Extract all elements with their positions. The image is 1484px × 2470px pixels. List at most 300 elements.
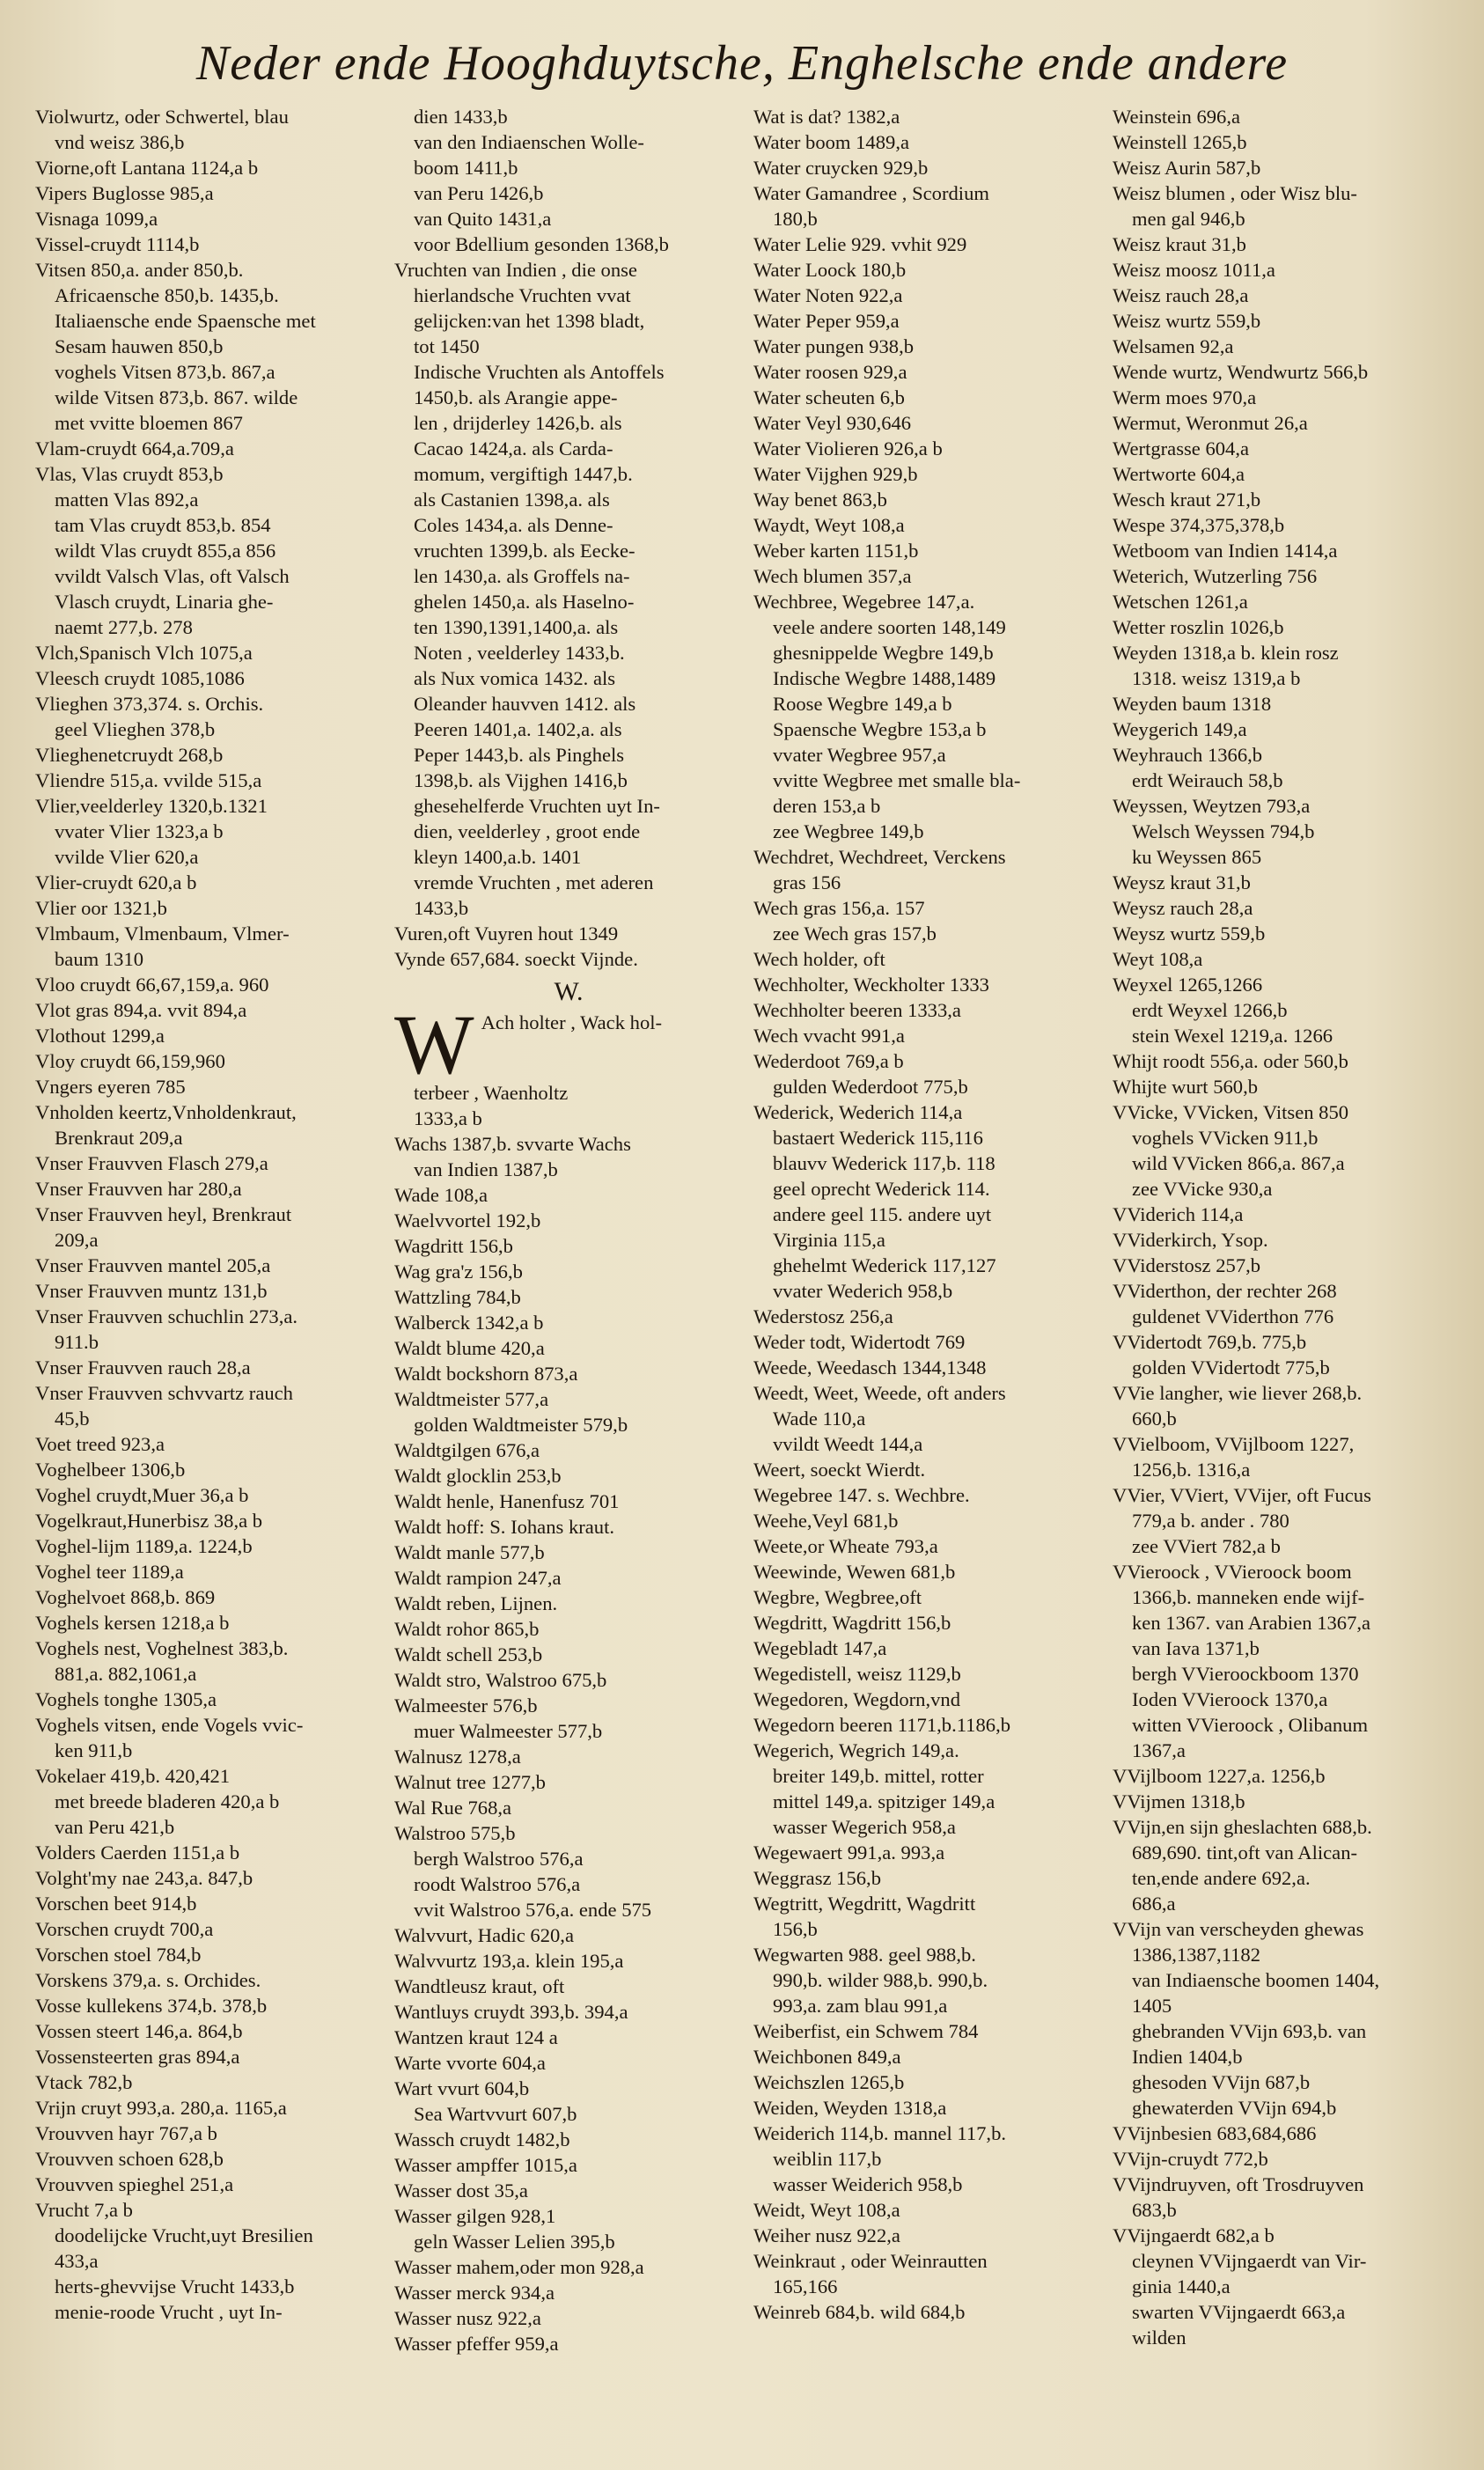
index-entry: van Peru 1426,b	[414, 182, 544, 204]
index-entry: Weder todt, Widertodt 769	[753, 1331, 966, 1353]
index-entry: Vipers Buglosse 985,a	[35, 182, 214, 204]
index-entry: Wetschen 1261,a	[1113, 591, 1248, 613]
index-entry: Wederick, Wederich 114,a	[753, 1101, 963, 1123]
index-entry: Vrouvven hayr 767,a b	[35, 2122, 217, 2144]
index-entry: Weidt, Weyt 108,a	[753, 2199, 900, 2221]
index-entry: van Peru 421,b	[55, 1816, 175, 1838]
index-entry: 911.b	[55, 1331, 99, 1353]
index-entry: ten,ende andere 692,a.	[1132, 1867, 1311, 1889]
index-entry: Wespe 374,375,378,b	[1113, 514, 1285, 536]
index-entry: Wag gra'z 156,b	[394, 1261, 523, 1283]
index-entry: Weinstein 696,a	[1113, 106, 1241, 128]
index-entry: Welsamen 92,a	[1113, 335, 1234, 357]
index-entry: 1433,b	[414, 897, 469, 919]
index-entry: Wasser dost 35,a	[394, 2180, 528, 2202]
index-entry: VVijn van verscheyden ghewas	[1113, 1918, 1364, 1940]
index-entry: Wech blumen 357,a	[753, 565, 912, 587]
index-entry: Wegedorn beeren 1171,b.1186,b	[753, 1714, 1011, 1736]
index-entry: ken 911,b	[55, 1739, 133, 1761]
index-entry: als Nux vomica 1432. als	[414, 667, 616, 689]
index-entry: Waldt henle, Hanenfusz 701	[394, 1490, 620, 1512]
index-entry: Vnser Frauvven mantel 205,a	[35, 1254, 271, 1276]
index-entry: Wermut, Weronmut 26,a	[1113, 412, 1308, 434]
index-entry: VVijn-cruydt 772,b	[1113, 2148, 1268, 2170]
index-entry: Vtack 782,b	[35, 2071, 133, 2093]
index-entry: VVielboom, VVijlboom 1227,	[1113, 1433, 1355, 1455]
index-column-1	[35, 104, 384, 2454]
index-entry: Wech gras 156,a. 157	[753, 897, 925, 919]
index-entry: 990,b. wilder 988,b. 990,b.	[773, 1969, 988, 1991]
index-entry: Indien 1404,b	[1132, 2046, 1243, 2068]
index-entry: 1386,1387,1182	[1132, 1944, 1261, 1966]
index-entry: 779,a b. ander . 780	[1132, 1510, 1289, 1532]
index-entry: VVidertodt 769,b. 775,b	[1113, 1331, 1307, 1353]
index-entry: Vnser Frauvven schuchlin 273,a.	[35, 1305, 298, 1327]
index-entry: Water Vijghen 929,b	[753, 463, 918, 485]
index-entry: Vrouvven spieghel 251,a	[35, 2173, 234, 2195]
index-entry: voghels VVicken 911,b	[1132, 1127, 1319, 1149]
index-entry: Weinstell 1265,b	[1113, 131, 1247, 153]
index-entry: bastaert Wederick 115,116	[773, 1127, 983, 1149]
index-entry: doodelijcke Vrucht,uyt Bresilien	[55, 2224, 313, 2246]
index-entry: Waldt rampion 247,a	[394, 1567, 562, 1589]
index-entry: VVijndruyven, oft Trosdruyven	[1113, 2173, 1364, 2195]
index-entry: wasser Wegerich 958,a	[773, 1816, 956, 1838]
index-entry: Voet treed 923,a	[35, 1433, 165, 1455]
index-entry: len 1430,a. als Groffels na-	[414, 565, 630, 587]
index-entry: als Castanien 1398,a. als	[414, 489, 610, 511]
index-entry: Weiberfist, ein Schwem 784	[753, 2020, 979, 2042]
index-entry: geel oprecht Wederick 114.	[773, 1178, 990, 1200]
index-entry: Ioden VVieroock 1370,a	[1132, 1688, 1328, 1710]
index-entry: len , drijderley 1426,b. als	[414, 412, 622, 434]
index-entry: Indische Vruchten als Antoffels	[414, 361, 665, 383]
index-entry: Welsch Weyssen 794,b	[1132, 820, 1315, 842]
index-entry: Wederdoot 769,a b	[753, 1050, 904, 1072]
index-entry: deren 153,a b	[773, 795, 881, 817]
index-entry: Vorschen beet 914,b	[35, 1893, 197, 1915]
index-entry: blauvv Wederick 117,b. 118	[773, 1152, 995, 1174]
index-entry: Wesch kraut 271,b	[1113, 489, 1261, 511]
index-entry: mittel 149,a. spitziger 149,a	[773, 1790, 995, 1812]
index-entry: Weisz kraut 31,b	[1113, 233, 1246, 255]
index-entry: Way benet 863,b	[753, 489, 887, 511]
index-entry: Waldt hoff: S. Iohans kraut.	[394, 1516, 615, 1538]
index-entry: Sea Wartvvurt 607,b	[414, 2103, 577, 2125]
index-entry: ghehelmt Wederick 117,127	[773, 1254, 996, 1276]
index-entry: Water boom 1489,a	[753, 131, 909, 153]
index-entry: Weyhrauch 1366,b	[1113, 744, 1263, 766]
index-entry: Vlam-cruydt 664,a.709,a	[35, 437, 234, 459]
index-entry: geln Wasser Lelien 395,b	[414, 2231, 615, 2253]
index-entry: wild VVicken 866,a. 867,a	[1132, 1152, 1345, 1174]
index-entry: Wassch cruydt 1482,b	[394, 2128, 570, 2150]
index-entry: Vuren,oft Vuyren hout 1349	[394, 923, 619, 945]
index-entry: 209,a	[55, 1229, 99, 1251]
index-entry: VViderkirch, Ysop.	[1113, 1229, 1268, 1251]
index-entry: Vlothout 1299,a	[35, 1025, 165, 1047]
index-entry: ghesehelferde Vruchten uyt In-	[414, 795, 660, 817]
index-entry: roodt Walstroo 576,a	[414, 1873, 581, 1895]
index-entry: ginia 1440,a	[1132, 2275, 1231, 2297]
index-entry: Vleesch cruydt 1085,1086	[35, 667, 245, 689]
index-entry: Weisz Aurin 587,b	[1113, 157, 1261, 179]
index-entry: Wechholter, Weckholter 1333	[753, 974, 989, 996]
index-entry: tot 1450	[414, 335, 480, 357]
index-entry: hierlandsche Vruchten vvat	[414, 284, 631, 306]
index-entry: Weterich, Wutzerling 756	[1113, 565, 1318, 587]
index-entry: Vliendre 515,a. vvilde 515,a	[35, 769, 262, 791]
index-entry: Waelvvortel 192,b	[394, 1209, 541, 1231]
index-entry: Voghels tonghe 1305,a	[35, 1688, 217, 1710]
index-entry: witten VVieroock , Olibanum	[1132, 1714, 1369, 1736]
index-entry: Weber karten 1151,b	[753, 540, 919, 562]
index-entry: Walnusz 1278,a	[394, 1746, 521, 1768]
index-entry: Violwurtz, oder Schwertel, blau	[35, 106, 289, 128]
index-entry: muer Walmeester 577,b	[414, 1720, 603, 1742]
index-entry: weiblin 117,b	[773, 2148, 882, 2170]
index-entry: Weiher nusz 922,a	[753, 2224, 900, 2246]
index-entry: Wasser nusz 922,a	[394, 2307, 541, 2329]
index-entry: Vnser Frauvven har 280,a	[35, 1178, 242, 1200]
index-entry: Vorskens 379,a. s. Orchides.	[35, 1969, 261, 1991]
index-entry: Wertworte 604,a	[1113, 463, 1245, 485]
index-entry: VVijmen 1318,b	[1113, 1790, 1245, 1812]
index-entry: 689,690. tint,oft van Alican-	[1132, 1841, 1358, 1864]
index-entry: erdt Weirauch 58,b	[1132, 769, 1283, 791]
index-entry: met breede bladeren 420,a b	[55, 1790, 280, 1812]
index-entry: Weisz blumen , oder Wisz blu-	[1113, 182, 1357, 204]
index-entry: Coles 1434,a. als Denne-	[414, 514, 613, 536]
index-entry: vvildt Valsch Vlas, oft Valsch	[55, 565, 290, 587]
index-entry: ghesnippelde Wegbre 149,b	[773, 642, 994, 664]
index-entry: Indische Wegbre 1488,1489	[773, 667, 996, 689]
index-entry: Vloo cruydt 66,67,159,a. 960	[35, 974, 269, 996]
index-entry: Viorne,oft Lantana 1124,a b	[35, 157, 259, 179]
index-entry: Voghelbeer 1306,b	[35, 1459, 186, 1481]
index-entry: Wade 108,a	[394, 1184, 489, 1206]
index-entry: Vokelaer 419,b. 420,421	[35, 1765, 231, 1787]
index-entry: dien 1433,b	[414, 106, 508, 128]
index-entry: stein Wexel 1219,a. 1266	[1132, 1025, 1333, 1047]
index-entry: Voghels nest, Voghelnest 383,b.	[35, 1637, 289, 1659]
index-entry: Walberck 1342,a b	[394, 1312, 544, 1334]
index-entry: Walmeester 576,b	[394, 1694, 538, 1717]
index-entry: Weyxel 1265,1266	[1113, 974, 1263, 996]
index-entry: Wetboom van Indien 1414,a	[1113, 540, 1338, 562]
index-entry: men gal 946,b	[1132, 208, 1245, 230]
index-entry: 1367,a	[1132, 1739, 1186, 1761]
index-entry: 165,166	[773, 2275, 838, 2297]
index-entry: Cacao 1424,a. als Carda-	[414, 437, 613, 459]
index-entry: Waldt glocklin 253,b	[394, 1465, 562, 1487]
index-entry: Wegewaert 991,a. 993,a	[753, 1841, 945, 1864]
index-entry: met vvitte bloemen 867	[55, 412, 243, 434]
index-entry: wildt Vlas cruydt 855,a 856	[55, 540, 276, 562]
index-entry: Weggrasz 156,b	[753, 1867, 881, 1889]
index-entry: Walvvurtz 193,a. klein 195,a	[394, 1950, 624, 1972]
index-entry: Roose Wegbre 149,a b	[773, 693, 952, 715]
index-entry: Waldt manle 577,b	[394, 1541, 545, 1563]
index-entry: Walvvurt, Hadic 620,a	[394, 1924, 574, 1946]
index-entry: Weede, Weedasch 1344,1348	[753, 1356, 987, 1378]
index-entry: ghelen 1450,a. als Haselno-	[414, 591, 635, 613]
index-entry: Wertgrasse 604,a	[1113, 437, 1250, 459]
index-entry: Wasser pfeffer 959,a	[394, 2333, 559, 2355]
index-entry: geel Vlieghen 378,b	[55, 718, 216, 740]
index-column-4	[1113, 104, 1461, 2454]
index-entry: Walnut tree 1277,b	[394, 1771, 546, 1793]
index-entry: VVicke, VVicken, Vitsen 850	[1113, 1101, 1349, 1123]
index-entry: Wederstosz 256,a	[753, 1305, 893, 1327]
index-column-3	[753, 104, 1102, 2454]
index-entry: Weisz rauch 28,a	[1113, 284, 1249, 306]
index-entry: Africaensche 850,b. 1435,b.	[55, 284, 279, 306]
index-entry: gelijcken:van het 1398 bladt,	[414, 310, 645, 332]
index-entry: Wegerich, Wegrich 149,a.	[753, 1739, 959, 1761]
index-entry: van Indien 1387,b	[414, 1158, 558, 1180]
index-entry: Weysz kraut 31,b	[1113, 871, 1251, 893]
index-entry: wasser Weiderich 958,b	[773, 2173, 963, 2195]
index-entry: Volders Caerden 1151,a b	[35, 1841, 240, 1864]
index-entry: 993,a. zam blau 991,a	[773, 1995, 948, 2017]
index-entry: breiter 149,b. mittel, rotter	[773, 1765, 984, 1787]
index-entry: Wagdritt 156,b	[394, 1235, 513, 1257]
index-entry: Wegebree 147. s. Wechbre.	[753, 1484, 970, 1506]
index-entry: Weyden baum 1318	[1113, 693, 1272, 715]
index-entry: wilden	[1132, 2327, 1186, 2349]
index-entry: dien, veelderley , groot ende	[414, 820, 641, 842]
index-entry: Water Peper 959,a	[753, 310, 900, 332]
index-entry: swarten VVijngaerdt 663,a	[1132, 2301, 1346, 2323]
index-entry: Whijt roodt 556,a. oder 560,b	[1113, 1050, 1348, 1072]
index-entry: Noten , veelderley 1433,b.	[414, 642, 625, 664]
index-entry: Vrouvven schoen 628,b	[35, 2148, 224, 2170]
index-entry: 1398,b. als Vijghen 1416,b	[414, 769, 628, 791]
index-entry: Waldtmeister 577,a	[394, 1388, 549, 1410]
index-entry: Vlot gras 894,a. vvit 894,a	[35, 999, 247, 1021]
index-entry: andere geel 115. andere uyt	[773, 1203, 992, 1225]
index-entry: 683,b	[1132, 2199, 1177, 2221]
index-entry: terbeer , Waenholtz	[414, 1082, 569, 1104]
index-entry: Vrijn cruyt 993,a. 280,a. 1165,a	[35, 2097, 287, 2119]
index-entry: zee VViert 782,a b	[1132, 1535, 1281, 1557]
index-entry: 1405	[1132, 1995, 1172, 2017]
index-entry: Vlier-cruydt 620,a b	[35, 871, 197, 893]
index-entry: vvilde Vlier 620,a	[55, 846, 199, 868]
index-entry: Wasser mahem,oder mon 928,a	[394, 2256, 644, 2278]
index-entry: Weert, soeckt Wierdt.	[753, 1459, 926, 1481]
index-entry: Water Veyl 930,646	[753, 412, 912, 434]
index-entry: Water roosen 929,a	[753, 361, 907, 383]
index-entry: Wende wurtz, Wendwurtz 566,b	[1113, 361, 1369, 383]
index-entry: Vnser Frauvven schvvartz rauch	[35, 1382, 293, 1404]
index-entry: Vlch,Spanisch Vlch 1075,a	[35, 642, 253, 664]
index-entry: Vissel-cruydt 1114,b	[35, 233, 200, 255]
index-entry: Vlieghenetcruydt 268,b	[35, 744, 224, 766]
index-entry: Wegebladt 147,a	[753, 1637, 887, 1659]
index-entry: Wechholter beeren 1333,a	[753, 999, 961, 1021]
index-entry: ku Weyssen 865	[1132, 846, 1262, 868]
index-entry: Water cruycken 929,b	[753, 157, 929, 179]
index-entry: 45,b	[55, 1408, 90, 1430]
index-entry: Weiden, Weyden 1318,a	[753, 2097, 947, 2119]
index-entry: gras 156	[773, 871, 841, 893]
index-entry: Weedt, Weet, Weede, oft anders	[753, 1382, 1006, 1404]
index-entry: Wetter roszlin 1026,b	[1113, 616, 1284, 638]
index-entry: Wegbre, Wegbree,oft	[753, 1586, 922, 1608]
index-entry: Waldt blume 420,a	[394, 1337, 545, 1359]
index-entry: Vlier oor 1321,b	[35, 897, 167, 919]
index-entry: 1256,b. 1316,a	[1132, 1459, 1251, 1481]
index-entry: 180,b	[773, 208, 818, 230]
index-entry: Weewinde, Wewen 681,b	[753, 1561, 956, 1583]
index-entry: 1450,b. als Arangie appe-	[414, 386, 618, 408]
index-entry: Weisz wurtz 559,b	[1113, 310, 1261, 332]
index-entry: 433,a	[55, 2250, 99, 2272]
index-entry: Sesam hauwen 850,b	[55, 335, 224, 357]
index-entry: vvit Walstroo 576,a. ende 575	[414, 1899, 652, 1921]
index-entry: vruchten 1399,b. als Eecke-	[414, 540, 635, 562]
index-entry: boom 1411,b	[414, 157, 518, 179]
index-entry: Wegedoren, Wegdorn,vnd	[753, 1688, 960, 1710]
index-entry: Vlier,veelderley 1320,b.1321	[35, 795, 268, 817]
index-entry: vvitte Wegbree met smalle bla-	[773, 769, 1021, 791]
index-entry: van Indiaensche boomen 1404,	[1132, 1969, 1380, 1991]
index-entry: Weyt 108,a	[1113, 948, 1203, 970]
index-entry: Wegwarten 988. geel 988,b.	[753, 1944, 976, 1966]
index-entry: gulden Wederdoot 775,b	[773, 1076, 968, 1098]
index-entry: Water Noten 922,a	[753, 284, 903, 306]
index-entry: Wade 110,a	[773, 1408, 866, 1430]
index-entry: van Quito 1431,a	[414, 208, 552, 230]
index-entry: VViderich 114,a	[1113, 1203, 1244, 1225]
index-entry: Waldt rohor 865,b	[394, 1618, 540, 1640]
index-entry: Water scheuten 6,b	[753, 386, 905, 408]
index-entry: vremde Vruchten , met aderen	[414, 871, 654, 893]
index-entry: Vnser Frauvven rauch 28,a	[35, 1356, 251, 1378]
index-entry: zee Wegbree 149,b	[773, 820, 924, 842]
index-entry: Vlieghen 373,374. s. Orchis.	[35, 693, 264, 715]
index-entry: VVijnbesien 683,684,686	[1113, 2122, 1317, 2144]
index-entry: Wegedistell, weisz 1129,b	[753, 1663, 961, 1685]
index-entry: Vlasch cruydt, Linaria ghe-	[55, 591, 274, 613]
index-entry: Waldtgilgen 676,a	[394, 1439, 540, 1461]
index-entry: Vynde 657,684. soeckt Vijnde.	[394, 948, 638, 970]
index-entry: Weygerich 149,a	[1113, 718, 1247, 740]
index-entry: veele andere soorten 148,149	[773, 616, 1006, 638]
index-entry: matten Vlas 892,a	[55, 489, 199, 511]
index-entry: VViderthon, der rechter 268	[1113, 1280, 1337, 1302]
index-entry: Vorschen stoel 784,b	[35, 1944, 202, 1966]
index-entry: Wandtleusz kraut, oft	[394, 1975, 565, 1997]
index-entry: vvater Wegbree 957,a	[773, 744, 946, 766]
index-entry: VVijngaerdt 682,a b	[1113, 2224, 1275, 2246]
index-entry: 1366,b. manneken ende wijf-	[1132, 1586, 1365, 1608]
index-entry: Wechbree, Wegebree 147,a.	[753, 591, 975, 613]
index-entry: Vrucht 7,a b	[35, 2199, 133, 2221]
index-entry: guldenet VViderthon 776	[1132, 1305, 1334, 1327]
index-entry: Vitsen 850,a. ander 850,b.	[35, 259, 244, 281]
index-entry: Brenkraut 209,a	[55, 1127, 183, 1149]
index-entry: Wat is dat? 1382,a	[753, 106, 900, 128]
index-entry: Whijte wurt 560,b	[1113, 1076, 1259, 1098]
index-entry: Virginia 115,a	[773, 1229, 885, 1251]
index-entry: Oleander hauvven 1412. als	[414, 693, 636, 715]
section-heading: W.	[554, 979, 584, 1004]
index-entry: Wart vvurt 604,b	[394, 2077, 530, 2099]
index-entry: Italiaensche ende Spaensche met	[55, 310, 316, 332]
index-entry: Vlas, Vlas cruydt 853,b	[35, 463, 224, 485]
index-entry: voghels Vitsen 873,b. 867,a	[55, 361, 275, 383]
index-entry: Water Lelie 929. vvhit 929	[753, 233, 967, 255]
index-entry: Weinkraut , oder Weinrautten	[753, 2250, 988, 2272]
index-entry: 1333,a b	[414, 1107, 482, 1129]
index-entry: wilde Vitsen 873,b. 867. wilde	[55, 386, 298, 408]
index-entry: Wantluys cruydt 393,b. 394,a	[394, 2001, 628, 2023]
index-entry: kleyn 1400,a.b. 1401	[414, 846, 582, 868]
index-entry: Peper 1443,b. als Pinghels	[414, 744, 625, 766]
index-entry: menie-roode Vrucht , uyt In-	[55, 2301, 283, 2323]
index-entry: Vossensteerten gras 894,a	[35, 2046, 240, 2068]
index-entry: 881,a. 882,1061,a	[55, 1663, 197, 1685]
drop-cap: W	[394, 1010, 474, 1080]
index-entry: Vloy cruydt 66,159,960	[35, 1050, 225, 1072]
section-first-entry: W Ach holter , Wack hol-	[394, 1010, 663, 1080]
index-entry: cleynen VVijngaerdt van Vir-	[1132, 2250, 1367, 2272]
index-entry: naemt 277,b. 278	[55, 616, 193, 638]
index-entry: golden VVidertodt 775,b	[1132, 1356, 1330, 1378]
index-entry: 156,b	[773, 1918, 818, 1940]
index-entry: Waldt schell 253,b	[394, 1643, 543, 1665]
index-entry: Weyssen, Weytzen 793,a	[1113, 795, 1311, 817]
index-entry: voor Bdellium gesonden 1368,b	[414, 233, 669, 255]
index-entry: Vruchten van Indien , die onse	[394, 259, 637, 281]
index-entry: Weinreb 684,b. wild 684,b	[753, 2301, 966, 2323]
index-entry: ken 1367. van Arabien 1367,a	[1132, 1612, 1371, 1634]
index-entry: baum 1310	[55, 948, 144, 970]
index-entry: vvildt Weedt 144,a	[773, 1433, 923, 1455]
index-entry: vvater Vlier 1323,a b	[55, 820, 224, 842]
index-columns	[35, 104, 1461, 2454]
index-entry: Walstroo 575,b	[394, 1822, 516, 1844]
index-entry: Weyden 1318,a b. klein rosz	[1113, 642, 1339, 664]
index-entry: Wal Rue 768,a	[394, 1797, 512, 1819]
index-entry: Werm moes 970,a	[1113, 386, 1257, 408]
index-entry: ghebranden VVijn 693,b. van	[1132, 2020, 1367, 2042]
index-entry: Weiderich 114,b. mannel 117,b.	[753, 2122, 1007, 2144]
index-entry: 686,a	[1132, 1893, 1176, 1915]
index-entry: Wantzen kraut 124 a	[394, 2026, 558, 2048]
index-entry: golden Waldtmeister 579,b	[414, 1414, 628, 1436]
index-entry: Waldt stro, Walstroo 675,b	[394, 1669, 607, 1691]
index-entry: Water Loock 180,b	[753, 259, 907, 281]
index-entry: ghewaterden VVijn 694,b	[1132, 2097, 1337, 2119]
index-entry: Water pungen 938,b	[753, 335, 915, 357]
index-entry: zee VVicke 930,a	[1132, 1178, 1273, 1200]
index-entry: Waydt, Weyt 108,a	[753, 514, 905, 536]
page-title: Neder ende Hooghduytsche, Enghelsche ende andere	[195, 36, 1289, 91]
index-entry: Vngers eyeren 785	[35, 1076, 186, 1098]
index-entry: VVijn,en sijn gheslachten 688,b.	[1113, 1816, 1372, 1838]
index-entry: Vlmbaum, Vlmenbaum, Vlmer-	[35, 923, 290, 945]
index-entry: Weysz wurtz 559,b	[1113, 923, 1266, 945]
index-entry: tam Vlas cruydt 853,b. 854	[55, 514, 271, 536]
index-entry: Wegtritt, Wegdritt, Wagdritt	[753, 1893, 976, 1915]
index-entry: Vosse kullekens 374,b. 378,b	[35, 1995, 268, 2017]
index-entry: van den Indiaenschen Wolle-	[414, 131, 644, 153]
index-entry: Weehe,Veyl 681,b	[753, 1510, 899, 1532]
